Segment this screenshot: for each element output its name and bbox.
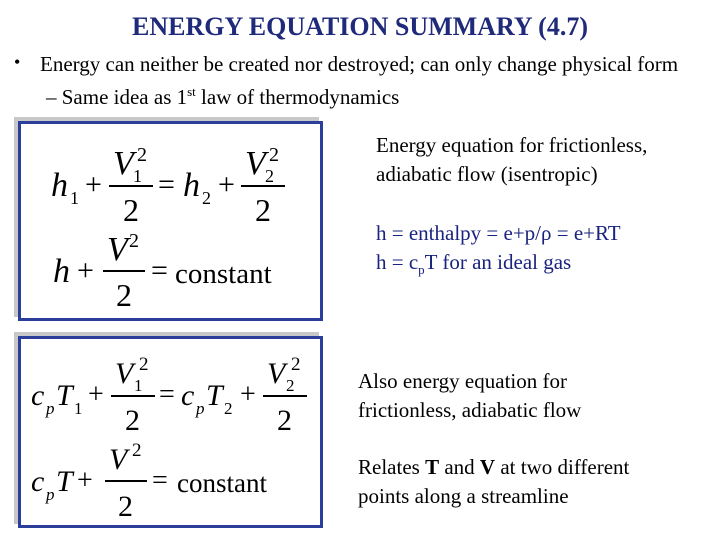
note-enthalpy bbox=[376, 219, 621, 284]
eq-V2b-sub: 2 bbox=[286, 376, 295, 395]
eq-den-1: 2 bbox=[123, 192, 139, 228]
eq-V2b-exp: 2 bbox=[291, 354, 301, 375]
eq-den-2: 2 bbox=[255, 192, 271, 228]
relates-V: V bbox=[479, 455, 496, 479]
eq-p3: p bbox=[46, 485, 55, 504]
eq-c2: c bbox=[181, 379, 195, 412]
relates-and: and bbox=[439, 455, 480, 479]
eq-h1-sub: 1 bbox=[70, 188, 79, 208]
eq-h2: h bbox=[183, 167, 200, 204]
eq-V2-exp: 2 bbox=[269, 144, 279, 166]
eq-c3: c bbox=[31, 465, 45, 498]
relates-a: Relates bbox=[358, 455, 426, 479]
eq-plus-5: + bbox=[240, 379, 256, 410]
ideal-gas-b: T for an ideal gas bbox=[424, 250, 572, 274]
eq-den-3: 2 bbox=[116, 277, 132, 313]
eq-T: T bbox=[56, 465, 73, 498]
ideal-gas-sub: p bbox=[418, 262, 425, 278]
eq-den-6: 2 bbox=[118, 490, 133, 523]
note-isentropic-line1: Energy equation for frictionless, bbox=[376, 133, 648, 157]
eq-V1b-exp: 2 bbox=[139, 354, 149, 375]
enthalpy-equations bbox=[21, 124, 321, 319]
eq-plus-3: + bbox=[77, 254, 94, 287]
eq-constant-1: constant bbox=[175, 258, 272, 290]
eq-Vb: V bbox=[109, 443, 128, 476]
sub-bullet-suffix: law of thermodynamics bbox=[195, 85, 400, 109]
relates-T: T bbox=[425, 455, 440, 479]
sub-bullet bbox=[46, 84, 399, 110]
eq-V1-sub: 1 bbox=[133, 166, 142, 186]
eq-h2-sub: 2 bbox=[202, 188, 211, 208]
eq-V2: V bbox=[245, 145, 266, 182]
note-also-line2: frictionless, adiabatic flow bbox=[358, 398, 582, 422]
relates-b: at two different bbox=[495, 455, 630, 479]
slide-title: ENERGY EQUATION SUMMARY (4.7) bbox=[131, 12, 588, 41]
note-relates-line2: points along a streamline bbox=[358, 484, 569, 508]
eq-den-4: 2 bbox=[125, 404, 140, 437]
eq-V: V bbox=[107, 231, 128, 268]
eq-equals-4: = bbox=[152, 465, 168, 496]
eq-plus-1: + bbox=[85, 168, 102, 201]
eq-V2b: V bbox=[267, 357, 286, 390]
eq-c1: c bbox=[31, 379, 45, 412]
equation-box-enthalpy bbox=[18, 121, 323, 321]
equation-box-cpt bbox=[18, 336, 323, 528]
eq-V2-sub: 2 bbox=[265, 166, 274, 186]
eq-T2: T bbox=[206, 379, 223, 412]
eq-Vb-exp: 2 bbox=[132, 440, 142, 461]
eq-constant-2: constant bbox=[177, 468, 267, 498]
bullet-dot: • bbox=[14, 52, 21, 72]
eq-T1-sub: 1 bbox=[74, 399, 83, 418]
eq-plus-6: + bbox=[77, 465, 93, 496]
eq-T1: T bbox=[56, 379, 73, 412]
eq-plus-4: + bbox=[88, 379, 104, 410]
eq-h: h bbox=[53, 253, 70, 290]
bullet-text: Energy can neither be created nor destroyed; can only change physical form bbox=[40, 52, 679, 76]
ordinal-suffix: st bbox=[187, 84, 196, 99]
eq-T2-sub: 2 bbox=[224, 399, 233, 418]
eq-equals-3: = bbox=[159, 379, 175, 410]
eq-p1: p bbox=[46, 399, 55, 418]
eq-den-5: 2 bbox=[277, 404, 292, 437]
note-isentropic bbox=[376, 131, 647, 189]
note-also-line1: Also energy equation for bbox=[358, 369, 567, 393]
note-also bbox=[358, 367, 581, 425]
eq-equals-2: = bbox=[151, 254, 168, 287]
eq-equals-1: = bbox=[158, 168, 175, 201]
ideal-gas-a: h = c bbox=[376, 250, 419, 274]
eq-p2: p bbox=[196, 399, 205, 418]
note-ideal-gas-line bbox=[376, 248, 621, 284]
eq-V1b: V bbox=[115, 357, 134, 390]
eq-V1: V bbox=[113, 145, 134, 182]
note-relates bbox=[358, 453, 629, 511]
eq-plus-2: + bbox=[218, 168, 235, 201]
eq-V1b-sub: 1 bbox=[134, 376, 143, 395]
note-relates-line1 bbox=[358, 453, 629, 482]
eq-V1-exp: 2 bbox=[137, 144, 147, 166]
cpt-equations bbox=[21, 339, 321, 526]
note-isentropic-line2: adiabatic flow (isentropic) bbox=[376, 162, 598, 186]
note-enthalpy-line: h = enthalpy = e+p/ρ = e+RT bbox=[376, 221, 621, 245]
sub-bullet-prefix: – Same idea as 1 bbox=[46, 85, 188, 109]
eq-V-exp: 2 bbox=[129, 230, 139, 252]
eq-h1: h bbox=[51, 167, 68, 204]
